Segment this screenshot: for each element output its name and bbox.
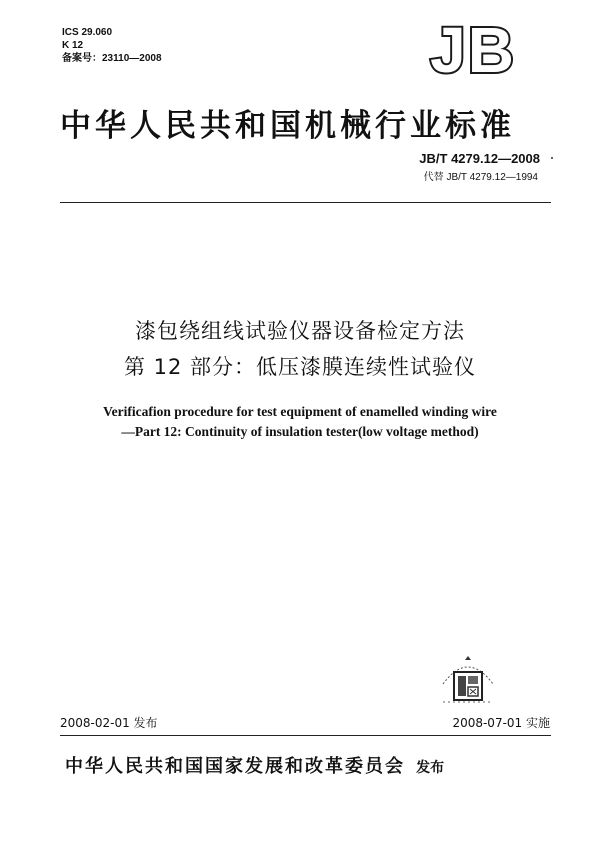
ics-code: ICS 29.060	[62, 27, 113, 38]
publisher-seal-icon	[437, 656, 499, 706]
standard-number: JB/T 4279.12—2008	[419, 151, 540, 166]
publisher-suffix: 发布	[416, 760, 445, 776]
replaces-standard: 代替 JB/T 4279.12—1994	[423, 172, 538, 183]
speck-mark	[551, 157, 553, 159]
chinese-title-line-2: 第 12 部分：低压漆膜连续性试验仪	[123, 355, 477, 379]
classification-block	[62, 26, 162, 65]
classification-code: K 12	[62, 40, 84, 51]
implementation-date: 2008-07-01 实施	[452, 716, 550, 730]
chinese-title-line-1: 漆包绕组线试验仪器设备检定方法	[135, 319, 465, 343]
jb-logo	[425, 18, 521, 78]
top-divider	[60, 202, 551, 203]
english-title-line-1: Verificafion procedure for test equipment of enamelled winding wire	[103, 404, 497, 419]
publisher-line	[65, 752, 444, 778]
english-title-line-2: —Part 12: Continuity of insulation tester(low voltage method)	[121, 424, 479, 439]
issue-date: 2008-02-01 发布	[60, 716, 158, 730]
main-title: 中华人民共和国机械行业标准	[60, 108, 515, 144]
registration-number: 备案号：23110—2008	[62, 53, 162, 64]
publisher-name: 中华人民共和国国家发展和改革委员会	[65, 756, 405, 777]
jb-logo-text: JB	[430, 18, 516, 78]
bottom-divider	[60, 735, 551, 736]
